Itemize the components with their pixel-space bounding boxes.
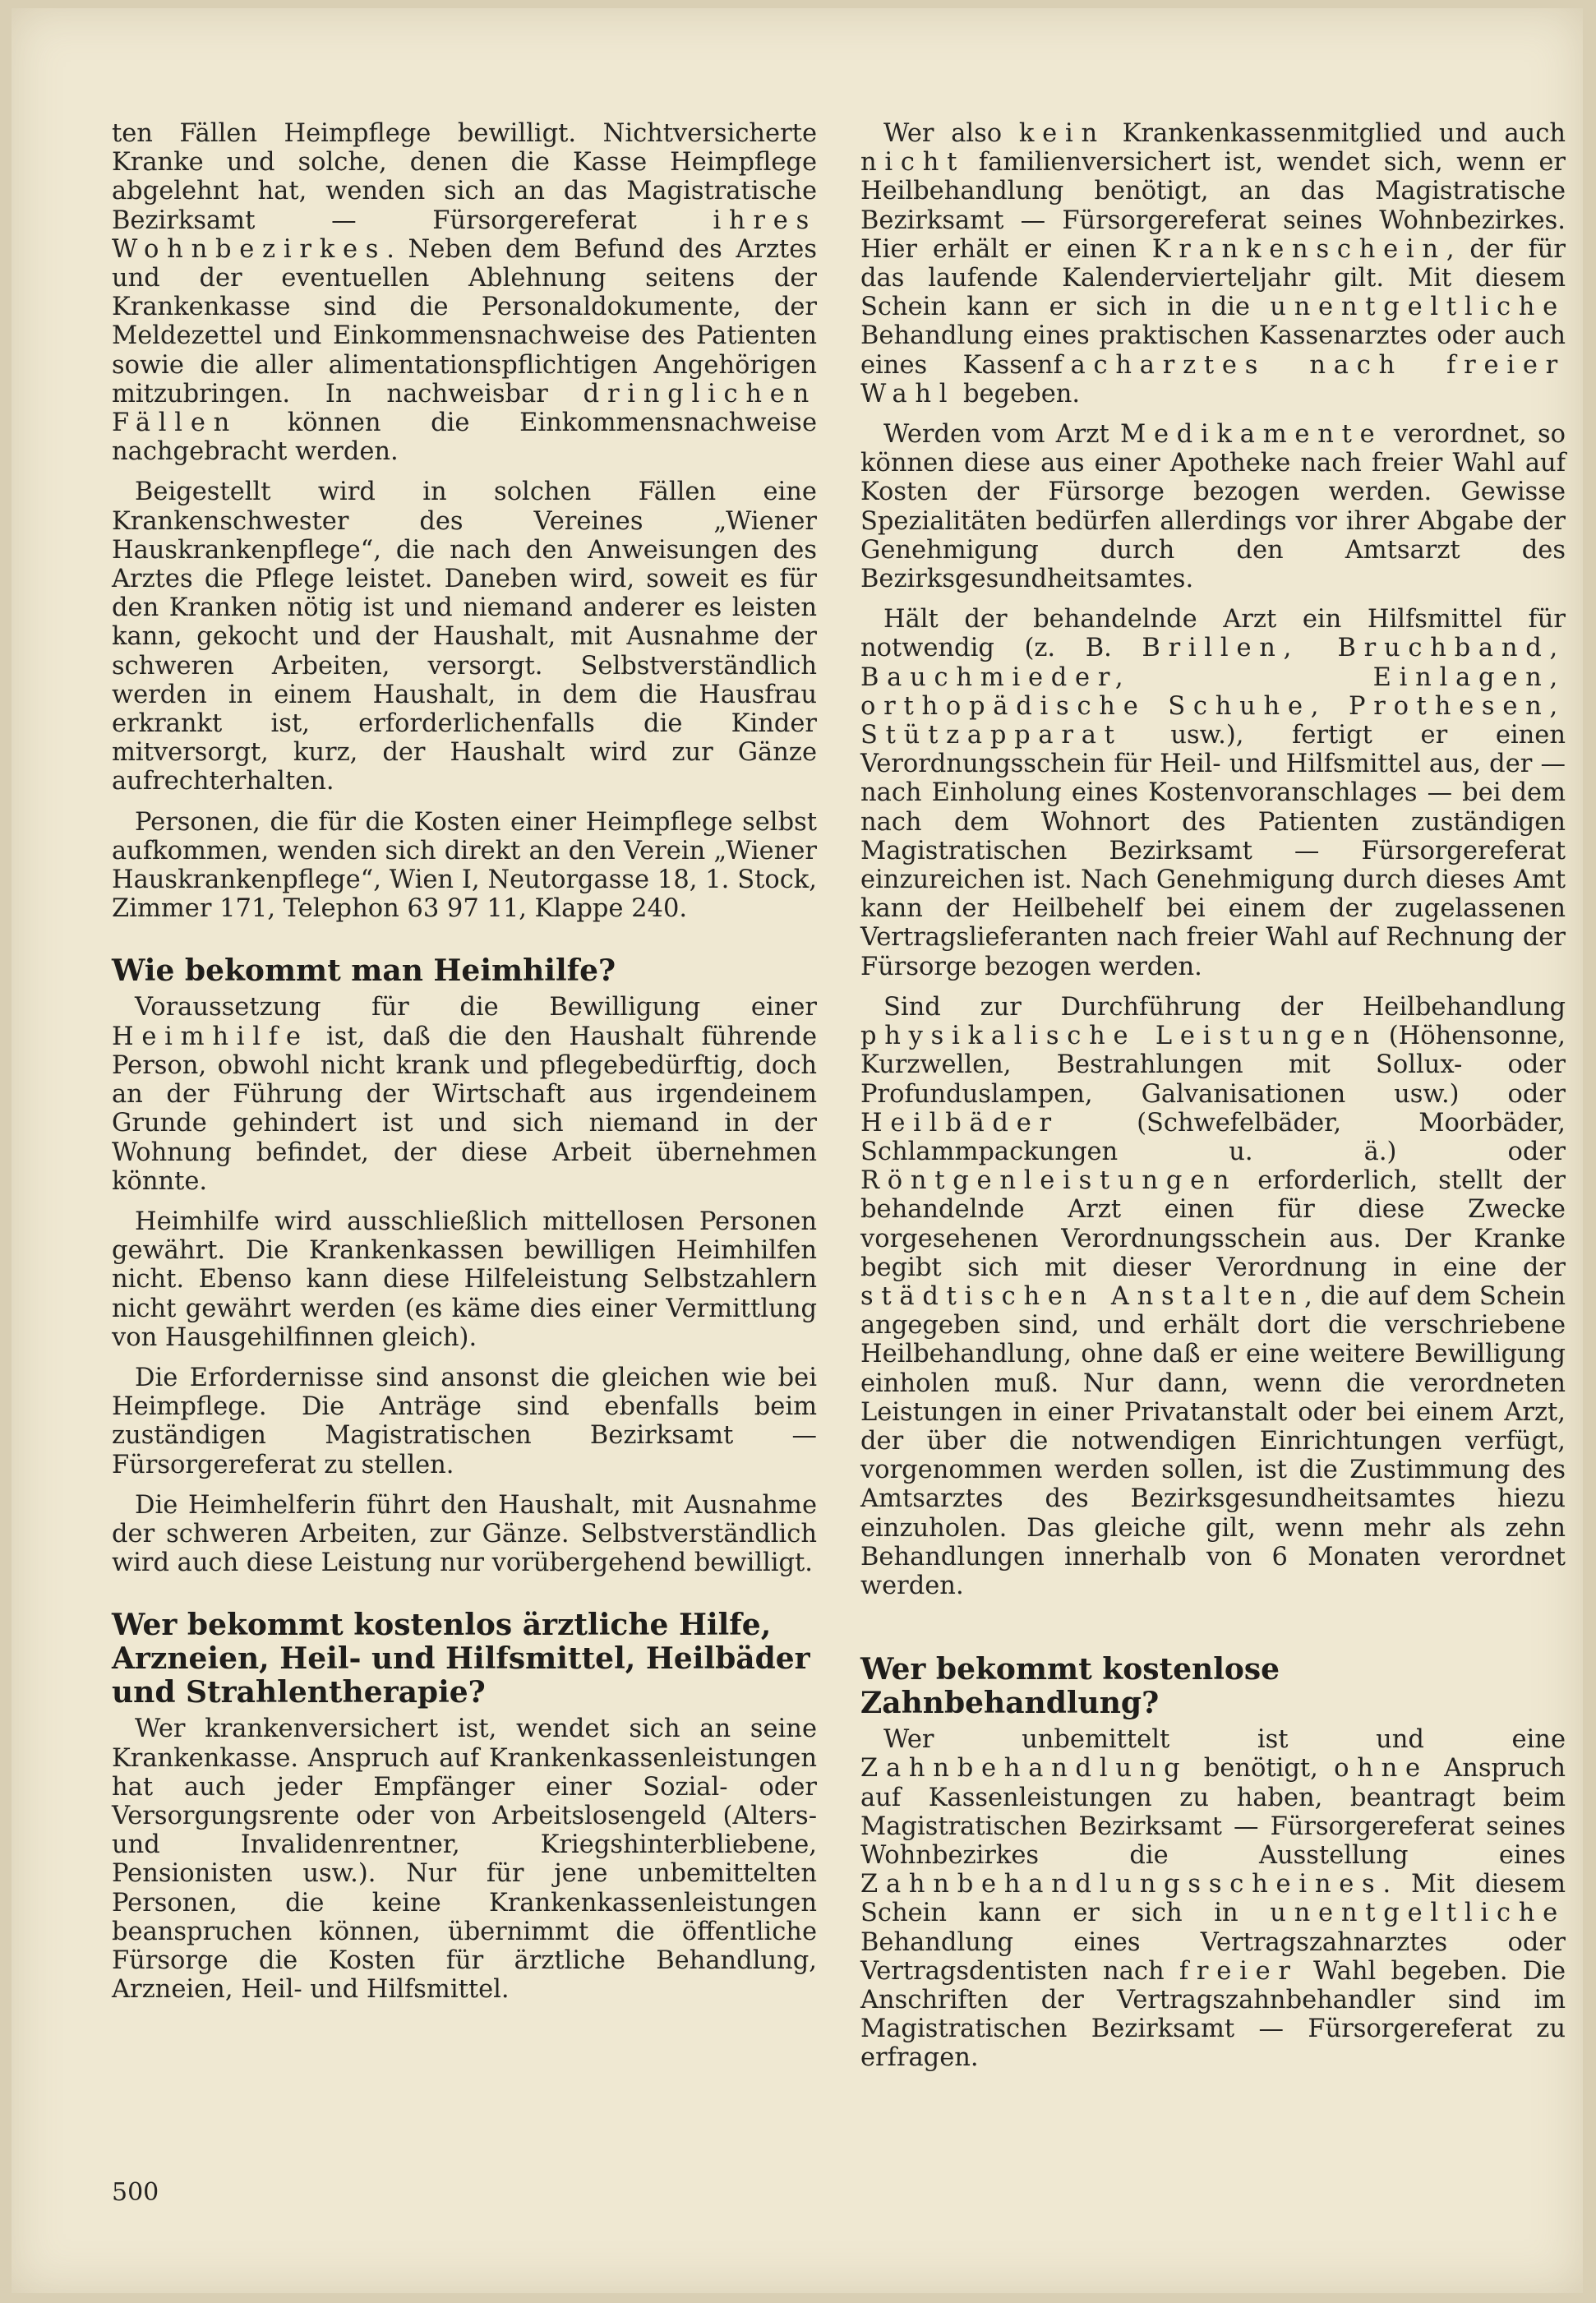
text-run: verordnet, so können diese aus einer Apotheke nach freier Wahl auf Kosten der Fürsorge bezogen werden. Gewisse Spezialitäten bedürfen allerdings vor ihrer Abgabe der Genehmigung durch den Amtsarzt des Bezirksgesundheitsamtes. xyxy=(860,420,1566,594)
text-run: Anspruch auf Kassenleistungen zu haben, beantragt beim Magistratischen Bezirksamt — Fürsorgereferat seines Wohnbezirkes die Ausstellung eines xyxy=(860,1754,1566,1870)
spaced-text: dringlichen Fällen xyxy=(112,379,817,438)
text-run: Sind zur Durchführung der Heilbehandlung xyxy=(883,992,1566,1022)
spaced-text: ohne xyxy=(1334,1754,1428,1784)
text-run: Werden vom Arzt xyxy=(883,420,1120,450)
text-run: . Neben dem Befund des Arztes und der eventuellen Ablehnung seitens der Krankenkasse sind die Personaldokumente, der Meldezettel und Einkommensnachweise des Patienten sowie die aller alimentationspflichtigen Angehörigen mitzubringen. In nachweisbar xyxy=(112,234,817,408)
right-paragraph-4 xyxy=(860,993,1566,1600)
spaced-text: ihres Wohnbezirkes xyxy=(112,205,817,264)
text-run: Behandlung eines Vertragszahnarztes oder Vertragsdentisten nach xyxy=(860,1927,1566,1986)
text-run: (Schwefelbäder, Moorbäder, Schlammpackungen u. ä.) oder xyxy=(860,1108,1566,1166)
left-paragraph-3: Personen, die für die Kosten einer Heimpflege selbst aufkommen, wenden sich direkt an den Verein „Wiener Hauskrankenpflege“, Wien I, Neutorgasse 18, 1. Stock, Zimmer 171, Telephon 63 97 11, Klappe 240. xyxy=(112,807,817,924)
spaced-text: facharztes nach freier Wahl xyxy=(860,350,1566,408)
heading-zahnbehandlung: Wer bekommt kostenlose Zahnbehandlung? xyxy=(860,1652,1280,1721)
left-paragraph-2: Beigestellt wird in solchen Fällen eine Krankenschwester des Vereines „Wiener Hauskrankenpflege“, die nach den Anweisungen des Arztes die Pflege leistet. Daneben wird, soweit es für den Kranken nötig ist und niemand anderer es leisten kann, gekocht und der Haushalt, mit Ausnahme der schweren Arbeiten, versorgt. Selbstverständlich werden in einem Haushalt, in dem die Hausfrau erkrankt ist, erforderlichenfalls die Kinder mitversorgt, kurz, der Haushalt wird zur Gänze aufrechterhalten. xyxy=(112,478,817,796)
spaced-text: Röntgenleistungen xyxy=(860,1166,1238,1196)
text-run: Krankenkassenmitglied und auch xyxy=(1105,119,1566,148)
spaced-text: Heilbäder xyxy=(860,1108,1059,1138)
right-paragraph-3 xyxy=(860,605,1566,981)
spaced-text: nicht xyxy=(860,148,966,178)
right-column xyxy=(860,119,1566,2084)
spaced-text: freier xyxy=(1179,1956,1298,1986)
text-run: ist, daß die den Haushalt führende Person, obwohl nicht krank und pflegebedürftig, doch an der Führung der Wirtschaft aus irgendeinem Grunde gehindert ist und sich niemand in der Wohnung befindet, der diese Arbeit übernehmen könnte. xyxy=(112,1022,817,1196)
left-column xyxy=(112,119,817,2015)
text-run: Wahl begeben. Die Anschriften der Vertragszahnbehandler sind im Magistratischen Bezirksamt — Fürsorgereferat zu erfragen. xyxy=(860,1956,1566,2073)
spaced-text: kein xyxy=(1018,119,1105,148)
text-run: , die auf dem Schein angegeben sind, und erhält dort die verschriebene Heilbehandlung, ohne daß er eine weitere Bewilligung einholen muß. Nur dann, wenn die verordneten Leistungen in einer Privatanstalt oder bei einem Arzt, der über die notwendigen Einrichtungen verfügt, vorgenommen werden sollen, ist die Zustimmung des Amtsarztes des Bezirksgesundheitsamtes hiezu einzuholen. Das gleiche gilt, wenn mehr als zehn Behandlungen innerhalb von 6 Monaten verordnet werden. xyxy=(860,1281,1566,1600)
spaced-text: unentgeltliche xyxy=(1270,293,1566,322)
text-run: können die Einkommensnachweise nachgebracht werden. xyxy=(112,408,817,467)
text-run: . Mit diesem Schein kann er sich in xyxy=(860,1870,1566,1928)
text-run: begeben. xyxy=(955,379,1081,408)
text-run: (Höhensonne, Kurzwellen, Bestrahlungen mit Sollux- oder Profunduslampen, Galvanisationen usw.) oder xyxy=(860,1022,1566,1109)
text-run: familienversichert ist, wendet sich, wenn er Heilbehandlung benötigt, an das Magistratische Bezirksamt — Fürsorgereferat seines Wohnbezirkes. Hier erhält er einen xyxy=(860,148,1566,264)
left-paragraph-8: Wer krankenversichert ist, wendet sich an seine Krankenkasse. Anspruch auf Krankenkassenleistungen hat auch jeder Empfänger einer Sozial- oder Versorgungsrente oder von Arbeitslosengeld (Alters- und Invalidenrentner, Kriegshinterbliebene, Pensionisten usw.). Nur für jene unbemittelten Personen, die keine Krankenkassenleistungen beanspruchen können, übernimmt die öffentliche Fürsorge die Kosten für ärztliche Behandlung, Arzneien, Heil- und Hilfsmittel. xyxy=(112,1715,817,2005)
right-paragraph-2 xyxy=(860,420,1566,593)
spaced-text: Zahnbehandlungsscheines xyxy=(860,1870,1383,1899)
heading-aerztliche-hilfe: Wer bekommt kostenlos ärztliche Hilfe, Arzneien, Heil- und Hilfsmittel, Heilbäder und Strahlentherapie? xyxy=(112,1608,810,1710)
text-run: Wer unbemittelt ist und eine xyxy=(883,1725,1566,1755)
left-paragraph-6: Die Erfordernisse sind ansonst die gleichen wie bei Heimpflege. Die Anträge sind ebenfalls beim zuständigen Magistratischen Bezirksamt — Fürsorgereferat zu stellen. xyxy=(112,1363,817,1479)
left-paragraph-7: Die Heimhelferin führt den Haushalt, mit Ausnahme der schweren Arbeiten, zur Gänze. Selbstverständlich wird auch diese Leistung nur vorübergehend bewilligt. xyxy=(112,1490,817,1578)
spaced-text: Zahnbehandlung xyxy=(860,1754,1188,1784)
left-paragraph-4 xyxy=(112,993,817,1195)
text-run: Hält der behandelnde Arzt ein Hilfsmittel für notwendig (z. B. xyxy=(860,605,1566,663)
text-run: usw.), fertigt er einen Verordnungsschein für Heil- und Hilfsmittel aus, der — nach Einholung eines Kostenvoranschlages — bei dem nach dem Wohnort des Patienten zuständigen Magistratischen Bezirksamt — Fürsorgereferat einzureichen ist. Nach Genehmigung durch dieses Amt kann der Heilbehelf bei einem der zugelassenen Vertragslieferanten nach freier Wahl auf Rechnung der Fürsorge bezogen werden. xyxy=(860,721,1566,981)
right-paragraph-1 xyxy=(860,119,1566,408)
page-number: 500 xyxy=(112,2178,159,2207)
spaced-text: Krankenschein xyxy=(1151,234,1446,264)
spaced-text: Brillen, Bruchband, Bauchmieder, Einlagen, orthopädische Schuhe, Prothesen, Stützapparat xyxy=(860,634,1566,750)
heading-heimhilfe: Wie bekommt man Heimhilfe? xyxy=(112,953,616,989)
page xyxy=(12,8,1583,2293)
text-run: benötigt, xyxy=(1188,1754,1335,1784)
spaced-text: Heimhilfe xyxy=(112,1022,309,1051)
spaced-text: unentgeltliche xyxy=(1270,1899,1566,1928)
spaced-text: physikalische Leistungen xyxy=(860,1022,1377,1051)
text-run: Voraussetzung für die Bewilligung einer xyxy=(135,993,817,1022)
text-run: , der für das laufende Kalendervierteljahr gilt. Mit diesem Schein kann er sich in die xyxy=(860,234,1566,322)
spaced-text: städtischen Anstalten xyxy=(860,1281,1305,1311)
left-paragraph-5: Heimhilfe wird ausschließlich mittellosen Personen gewährt. Die Krankenkassen bewilligen Heimhilfen nicht. Ebenso kann diese Hilfeleistung Selbstzahlern nicht gewährt werden (es käme dies einer Vermittlung von Hausgehilfinnen gleich). xyxy=(112,1207,817,1352)
text-run: erforderlich, stellt der behandelnde Arzt einen für diese Zwecke vorgesehenen Verordnungsschein aus. Der Kranke begibt sich mit dieser Verordnung in eine der xyxy=(860,1166,1566,1282)
text-run: ten Fällen Heimpflege bewilligt. Nichtversicherte Kranke und solche, denen die Kasse Heimpflege abgelehnt hat, wenden sich an das Magistratische Bezirksamt — Fürsorgereferat xyxy=(112,119,817,235)
right-paragraph-5 xyxy=(860,1725,1566,2072)
text-run: Behandlung eines praktischen Kassenarztes oder auch eines Kassen xyxy=(860,321,1566,380)
text-run: Wer also xyxy=(883,119,1019,148)
spaced-text: Medikamente xyxy=(1119,420,1383,450)
left-paragraph-1 xyxy=(112,119,817,466)
